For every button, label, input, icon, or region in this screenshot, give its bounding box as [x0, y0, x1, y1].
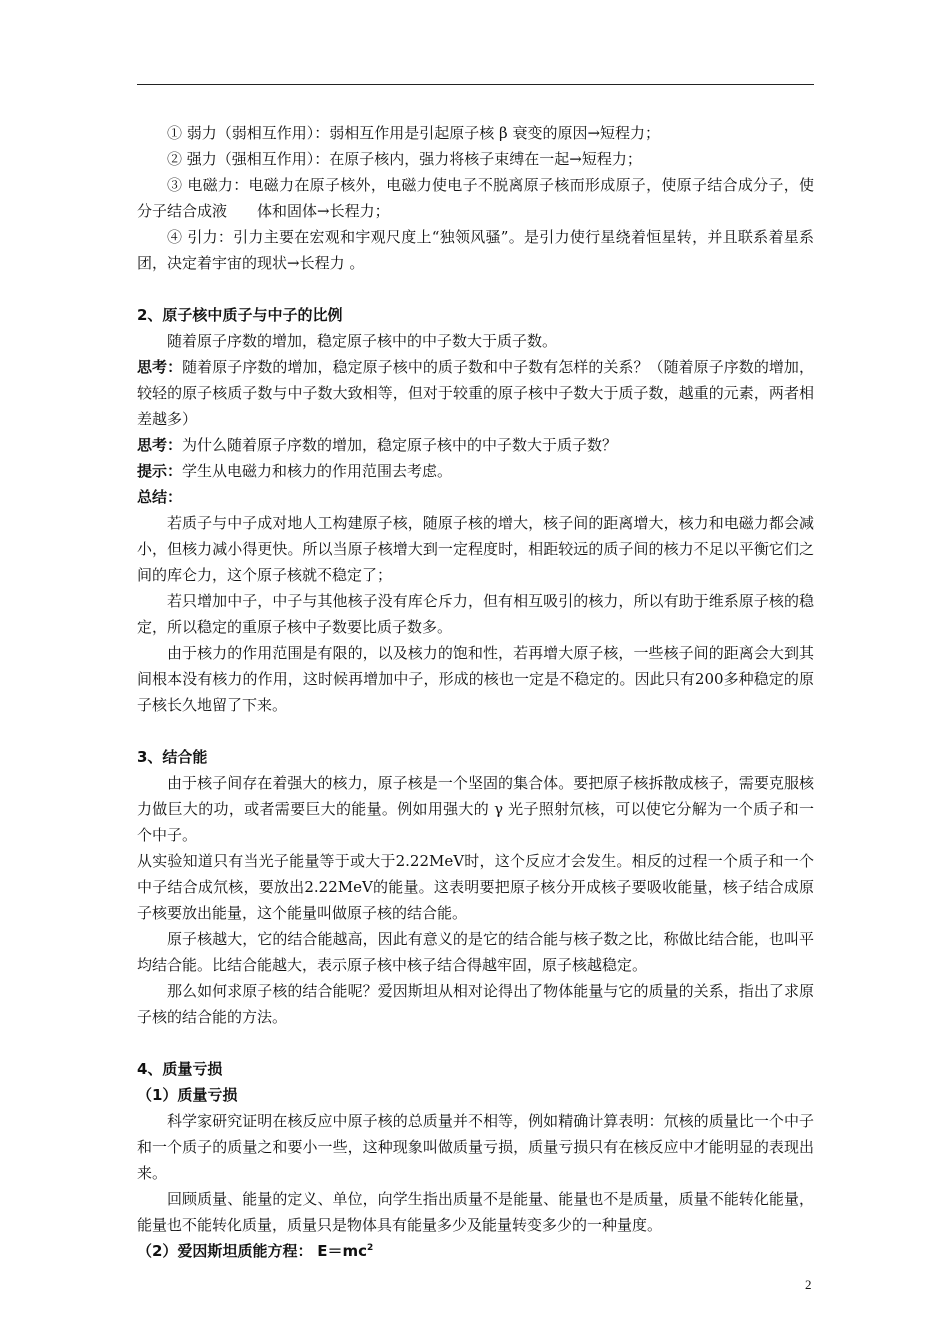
- section-heading-4: 4、质量亏损: [137, 1060, 223, 1078]
- think-label: 思考：: [137, 358, 183, 376]
- formula: [317, 1242, 373, 1260]
- summary-paragraph: 若质子与中子成对地人工构建原子核，随原子核的增大，核子间的距离增大，核力和电磁力都会减小，但核力减小得更快。所以当原子核增大到一定程度时，相距较远的质子间的核力不足以平衡它们之间的库仑力，这个原子核就不稳定了；: [137, 514, 814, 584]
- force-strong: ② 强力（强相互作用）：在原子核内，强力将核子束缚在一起→短程力；: [167, 150, 642, 168]
- hint-text: 学生从电磁力和核力的作用范围去考虑。: [182, 462, 453, 480]
- think-paragraph-1: [137, 354, 814, 432]
- subheading-mass-energy: [137, 1238, 814, 1264]
- force-gravity: ④ 引力：引力主要在宏观和宇观尺度上“独领风骚”。是引力使行星绕着恒星转，并且联系着星系团，决定着宇宙的现状→长程力 。: [137, 228, 814, 272]
- force-electromagnetic: ③ 电磁力：电磁力在原子核外，电磁力使电子不脱离原子核而形成原子，使原子结合成分子，使分子结合成液 体和固体→长程力；: [137, 176, 814, 220]
- section3-paragraph: 由于核子间存在着强大的核力，原子核是一个坚固的集合体。要把原子核拆散成核子，需要克服核力做巨大的功，或者需要巨大的能量。例如用强大的 γ 光子照射氘核，可以使它分解为一个质子和一个中子。: [137, 774, 814, 844]
- think-text: 随着原子序数的增加，稳定原子核中的质子数和中子数有怎样的关系？（随着原子序数的增加，较轻的原子核质子数与中子数大致相等，但对于较重的原子核中子数大于质子数，越重的元素，两者相差越多）: [137, 358, 814, 428]
- summary-label: 总结：: [137, 488, 183, 506]
- section-heading-2: 2、原子核中质子与中子的比例: [137, 306, 343, 324]
- section4-paragraph: 科学家研究证明在核反应中原子核的总质量并不相等，例如精确计算表明：氘核的质量比一个中子和一个质子的质量之和要小一些，这种现象叫做质量亏损，质量亏损只有在核反应中才能明显的表现出来。: [137, 1112, 814, 1182]
- summary-paragraph: 由于核力的作用范围是有限的，以及核力的饱和性，若再增大原子核，一些核子间的距离会大到其间根本没有核力的作用，这时候再增加中子，形成的核也一定是不稳定的。因此只有200多种稳定的原子核长久地留了下来。: [137, 644, 814, 714]
- subheading-mass-defect: （1）质量亏损: [137, 1086, 238, 1104]
- document-body: [137, 120, 814, 1264]
- section3-paragraph: 那么如何求原子核的结合能呢？爱因斯坦从相对论得出了物体能量与它的质量的关系，指出了求原子核的结合能的方法。: [137, 982, 814, 1026]
- header-rule: [137, 84, 814, 85]
- section2-intro: 随着原子序数的增加，稳定原子核中的中子数大于质子数。: [167, 332, 558, 350]
- hint-paragraph: [137, 458, 814, 484]
- formula-superscript: 2: [367, 1243, 374, 1253]
- section4-paragraph: 回顾质量、能量的定义、单位，向学生指出质量不是能量、能量也不是质量，质量不能转化能量，能量也不能转化质量，质量只是物体具有能量多少及能量转变多少的一种量度。: [137, 1190, 814, 1234]
- section3-paragraph: 从实验知道只有当光子能量等于或大于2.22MeV时，这个反应才会发生。相反的过程一个质子和一个中子结合成氘核，要放出2.22MeV的能量。这表明要把原子核分开成核子要吸收能量，核子结合成原子核要放出能量，这个能量叫做原子核的结合能。: [137, 852, 814, 922]
- section-heading-3: 3、结合能: [137, 748, 208, 766]
- force-weak: ① 弱力（弱相互作用）：弱相互作用是引起原子核 β 衰变的原因→短程力；: [167, 124, 661, 142]
- subheading-label: （2）爱因斯坦质能方程：: [137, 1242, 313, 1260]
- hint-label: 提示：: [137, 462, 183, 480]
- think-paragraph-2: [137, 432, 814, 458]
- summary-paragraph: 若只增加中子，中子与其他核子没有库仑斥力，但有相互吸引的核力，所以有助于维系原子核的稳定，所以稳定的重原子核中子数要比质子数多。: [137, 592, 814, 636]
- section3-paragraph: 原子核越大，它的结合能越高，因此有意义的是它的结合能与核子数之比，称做比结合能，也叫平均结合能。比结合能越大，表示原子核中核子结合得越牢固，原子核越稳定。: [137, 930, 814, 974]
- page-number: 2: [805, 1277, 812, 1292]
- think-text: 为什么随着原子序数的增加，稳定原子核中的中子数大于质子数？: [182, 436, 618, 454]
- think-label: 思考：: [137, 436, 183, 454]
- formula-base: E＝mc: [317, 1242, 368, 1260]
